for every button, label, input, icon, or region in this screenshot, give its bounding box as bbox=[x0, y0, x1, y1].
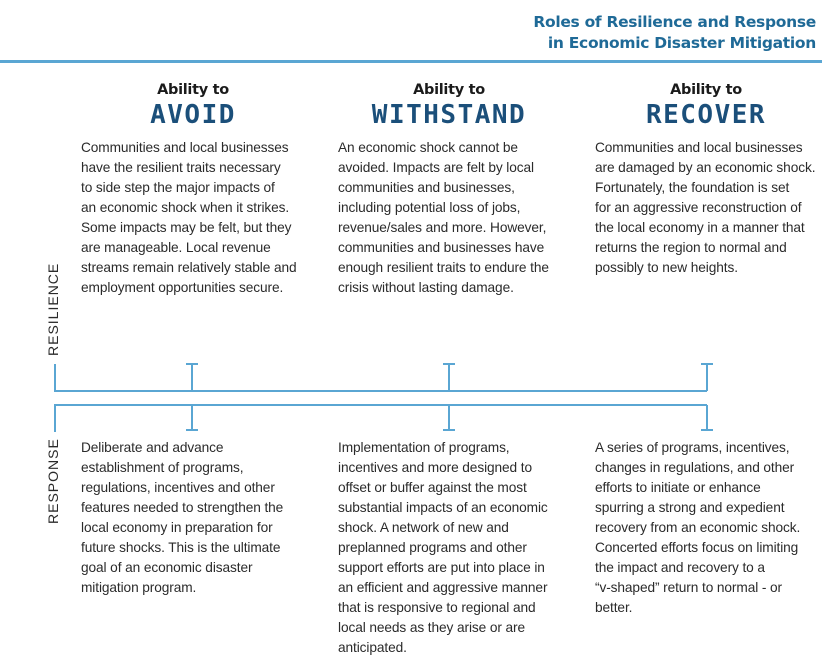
text-line: substantial impacts of an economic bbox=[338, 500, 548, 515]
text-line: future shocks. This is the ultimate bbox=[81, 540, 281, 555]
text-line: including potential loss of jobs, bbox=[338, 200, 521, 215]
text-line: for an aggressive reconstruction of bbox=[595, 200, 802, 215]
side-label-resilience: RESILIENCE bbox=[45, 262, 61, 356]
text-line: features needed to strengthen the bbox=[81, 500, 284, 515]
text-line: spurring a strong and expedient bbox=[595, 500, 785, 515]
text-line: shock. A network of new and bbox=[338, 520, 509, 535]
text-line: are manageable. Local revenue bbox=[81, 240, 271, 255]
text-line: to side step the major impacts of bbox=[81, 180, 275, 195]
text-line: revenue/sales and more. However, bbox=[338, 220, 547, 235]
text-line: Fortunately, the foundation is set bbox=[595, 180, 790, 195]
text-line: that is responsive to regional and bbox=[338, 600, 536, 615]
text-line: the local economy in a manner that bbox=[595, 220, 805, 235]
text-line: returns the region to normal and bbox=[595, 240, 787, 255]
text-line: local needs as they arise or are bbox=[338, 620, 526, 635]
text-line: preplanned programs and other bbox=[338, 540, 527, 555]
text-line: an economic shock when it strikes. bbox=[81, 200, 290, 215]
text-line: incentives and more designed to bbox=[338, 460, 532, 475]
text-line: Communities and local businesses bbox=[81, 140, 289, 155]
text-line: efforts to initiate or enhance bbox=[595, 480, 761, 495]
text-line: An economic shock cannot be bbox=[338, 140, 518, 155]
text-line: streams remain relatively stable and bbox=[81, 260, 297, 275]
text-line: goal of an economic disaster bbox=[81, 560, 253, 575]
side-label-response: RESPONSE bbox=[45, 438, 61, 524]
text-line: recovery from an economic shock. bbox=[595, 520, 801, 535]
text-line: anticipated. bbox=[338, 640, 407, 655]
text-line: the impact and recovery to a bbox=[595, 560, 765, 575]
text-line: establishment of programs, bbox=[81, 460, 244, 475]
text-line: Some impacts may be felt, but they bbox=[81, 220, 292, 235]
text-line: avoided. Impacts are felt by local bbox=[338, 160, 534, 175]
response-bracket-line bbox=[55, 405, 707, 432]
text-line: Concerted efforts focus on limiting bbox=[595, 540, 799, 555]
text-line: mitigation program. bbox=[81, 580, 197, 595]
text-line: changes in regulations, and other bbox=[595, 460, 795, 475]
text-line: employment opportunities secure. bbox=[81, 280, 284, 295]
text-line: support efforts are put into place in bbox=[338, 560, 545, 575]
text-line: A series of programs, incentives, bbox=[595, 440, 790, 455]
text-line: local economy in preparation for bbox=[81, 520, 273, 535]
text-line: “v-shaped” return to normal - or bbox=[595, 580, 782, 595]
text-line: enough resilient traits to endure the bbox=[338, 260, 549, 275]
title-line-1: Roles of Resilience and Response bbox=[533, 13, 816, 31]
heading-recover-prefix: Ability to bbox=[670, 82, 742, 98]
heading-avoid-prefix: Ability to bbox=[157, 82, 229, 98]
text-line: Communities and local businesses bbox=[595, 140, 803, 155]
heading-recover-name: RECOVER bbox=[645, 100, 767, 130]
text-line: have the resilient traits necessary bbox=[81, 160, 281, 175]
text-line: crisis without lasting damage. bbox=[338, 280, 514, 295]
text-line: Deliberate and advance bbox=[81, 440, 224, 455]
text-line: regulations, incentives and other bbox=[81, 480, 275, 495]
text-line: offset or buffer against the most bbox=[338, 480, 527, 495]
title-line-2: in Economic Disaster Mitigation bbox=[547, 34, 816, 52]
text-line: Implementation of programs, bbox=[338, 440, 510, 455]
heading-withstand-name: WITHSTAND bbox=[371, 100, 527, 130]
resilience-bracket-line bbox=[55, 364, 707, 391]
text-line: possibly to new heights. bbox=[595, 260, 738, 275]
text-line: an efficient and aggressive manner bbox=[338, 580, 548, 595]
text-line: better. bbox=[595, 600, 633, 615]
heading-avoid-name: AVOID bbox=[150, 100, 236, 130]
text-line: are damaged by an economic shock. bbox=[595, 160, 816, 175]
text-line: communities and businesses have bbox=[338, 240, 545, 255]
heading-withstand-prefix: Ability to bbox=[413, 82, 485, 98]
text-line: communities and businesses, bbox=[338, 180, 515, 195]
